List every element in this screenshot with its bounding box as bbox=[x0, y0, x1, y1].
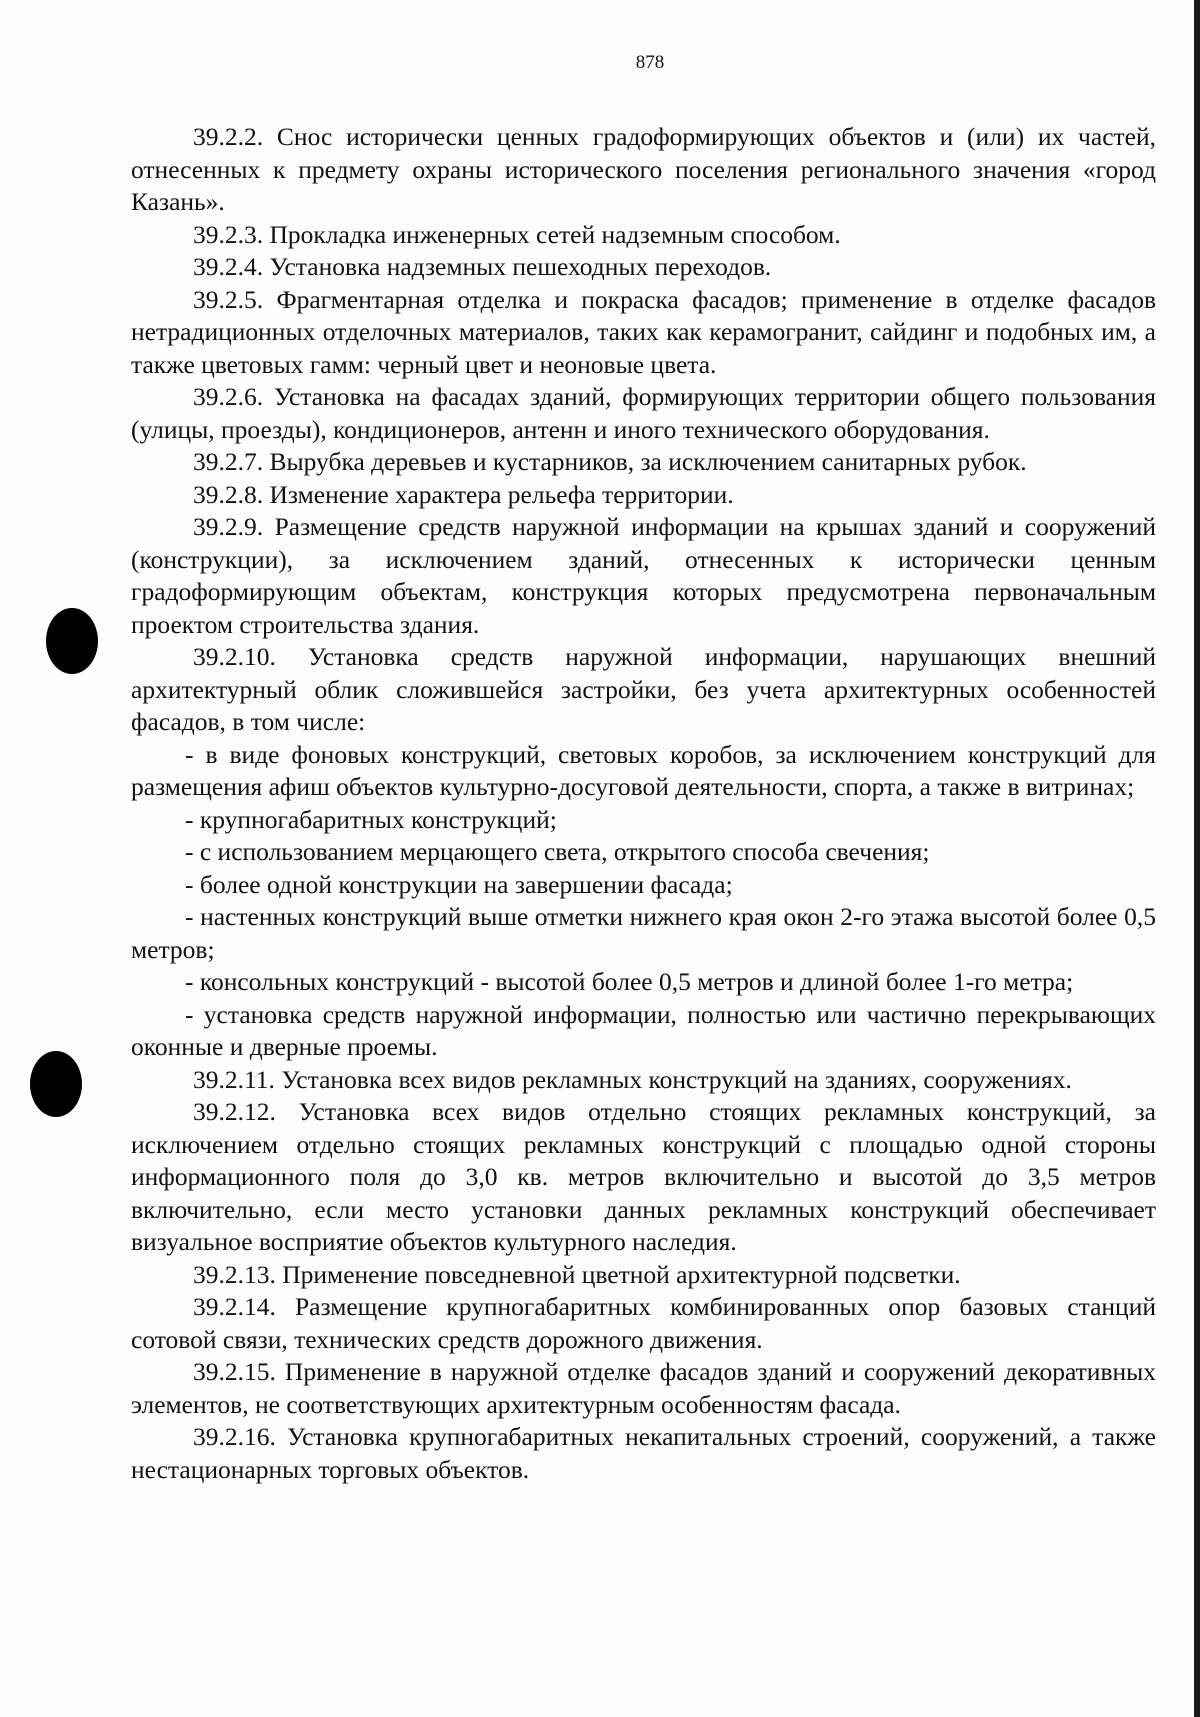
paragraph-number: 39.2.12. bbox=[193, 1097, 276, 1126]
paragraph-text: Установка всех видов отдельно стоящих рекламных конструкций, за исключением отдельно стоящих рекламных конструкций с площадью одной стороны информационного поля до 3,0 кв. метров включительно и высотой до 3,5 метров включительно, если место установки данных рекламных конструкций обеспечивает визуальное восприятие объектов культурного наследия. bbox=[131, 1097, 1156, 1256]
paragraph bbox=[131, 1064, 1156, 1097]
paragraph-number: 39.2.16. bbox=[193, 1422, 276, 1451]
paragraph bbox=[131, 1259, 1156, 1292]
punch-hole bbox=[30, 1051, 82, 1117]
paragraph-number: 39.2.8. bbox=[193, 479, 264, 509]
paragraph-text: Изменение характера рельефа территории. bbox=[269, 479, 734, 509]
paragraph-text: Установка средств наружной информации, нарушающих внешний архитектурный облик сложившейся застройки, без учета архитектурных особенностей фасадов, в том числе: bbox=[131, 642, 1157, 736]
list-item: - более одной конструкции на завершении фасада; bbox=[185, 869, 733, 899]
list-item: - консольных конструкций - высотой более 0,5 метров и длиной более 1-го метра; bbox=[185, 967, 1074, 996]
paragraph-number: 39.2.9. bbox=[193, 512, 264, 541]
paragraph bbox=[131, 1356, 1156, 1421]
list-item: - настенных конструкций выше отметки нижнего края окон 2-го этажа высотой более 0,5 метров; bbox=[131, 902, 1156, 964]
paragraph-number: 39.2.14. bbox=[193, 1292, 276, 1321]
list-item: - установка средств наружной информации, полностью или частично перекрывающих оконные и дверные проемы. bbox=[131, 999, 1156, 1061]
page-number: 878 bbox=[635, 52, 665, 73]
paragraph-number: 39.2.10. bbox=[193, 642, 276, 671]
paragraph-number: 39.2.4. bbox=[193, 252, 264, 281]
paragraph bbox=[131, 511, 1156, 641]
paragraph-text: Установка надземных пешеходных переходов. bbox=[269, 252, 772, 281]
list-item: - крупногабаритных конструкций; bbox=[185, 804, 557, 834]
paragraph-text: Фрагментарная отделка и покраска фасадов; применение в отделке фасадов нетрадиционных отделочных материалов, таких как керамогранит, сайдинг и подобных им, а также цветовых гамм: черный цвет и неоновые цвета. bbox=[131, 284, 1157, 379]
paragraph-number: 39.2.11. bbox=[193, 1064, 275, 1094]
paragraph-text: Применение в наружной отделке фасадов зданий и сооружений декоративных элементов, не соответствующих архитектурным особенностям фасада. bbox=[131, 1357, 1157, 1419]
paragraph-number: 39.2.7. bbox=[193, 447, 264, 476]
paragraph-number: 39.2.2. bbox=[193, 122, 264, 151]
paragraph bbox=[131, 641, 1156, 739]
paragraph-text: Применение повседневной цветной архитектурной подсветки. bbox=[282, 1259, 961, 1289]
paragraph-number: 39.2.5. bbox=[193, 284, 264, 314]
paragraph bbox=[131, 381, 1156, 446]
paragraph bbox=[131, 251, 1156, 284]
paragraph-number: 39.2.6. bbox=[193, 382, 264, 411]
paragraph-number: 39.2.13. bbox=[193, 1259, 276, 1289]
paragraph-number: 39.2.3. bbox=[193, 219, 264, 249]
paragraph bbox=[131, 1291, 1156, 1356]
paragraph-text: Установка крупногабаритных некапитальных строений, сооружений, а также нестационарных торговых объектов. bbox=[131, 1422, 1157, 1484]
list-item: - в виде фоновых конструкций, световых коробов, за исключением конструкций для размещения афиш объектов культурно-досуговой деятельности, спорта, а также в витринах; bbox=[131, 739, 1156, 801]
paragraph bbox=[131, 1096, 1156, 1259]
paragraph-number: 39.2.15. bbox=[193, 1357, 276, 1386]
paragraph bbox=[131, 1421, 1156, 1486]
paragraph-text: Установка всех видов рекламных конструкций на зданиях, сооружениях. bbox=[281, 1064, 1072, 1094]
paragraph-text: Вырубка деревьев и кустарников, за исключением санитарных рубок. bbox=[269, 447, 1027, 476]
paragraph-text: Снос исторически ценных градоформирующих объектов и (или) их частей, отнесенных к предмету охраны исторического поселения регионального значения «город Казань». bbox=[131, 122, 1156, 216]
paragraph bbox=[131, 446, 1156, 479]
paragraph bbox=[131, 284, 1156, 382]
paragraph-text: Установка на фасадах зданий, формирующих территории общего пользования (улицы, проезды), кондиционеров, антенн и иного технического оборудования. bbox=[131, 382, 1156, 444]
paragraph-text: Размещение средств наружной информации на крышах зданий и сооружений (конструкции), за исключением зданий, отнесенных к исторически ценным градоформирующим объектам, конструкция которых предусмотрена первоначальным проектом строительства здания. bbox=[131, 512, 1156, 639]
list-item: - с использованием мерцающего света, открытого способа свечения; bbox=[185, 837, 930, 866]
paragraph bbox=[131, 219, 1156, 252]
paragraph bbox=[131, 121, 1156, 219]
paragraph-text: Размещение крупногабаритных комбинированных опор базовых станций сотовой связи, технических средств дорожного движения. bbox=[131, 1292, 1157, 1354]
paragraph bbox=[131, 479, 1156, 512]
paragraph-text: Прокладка инженерных сетей надземным способом. bbox=[269, 219, 841, 249]
scan-edge bbox=[1194, 0, 1200, 1717]
punch-hole bbox=[46, 608, 98, 674]
document-body bbox=[131, 121, 1156, 1486]
